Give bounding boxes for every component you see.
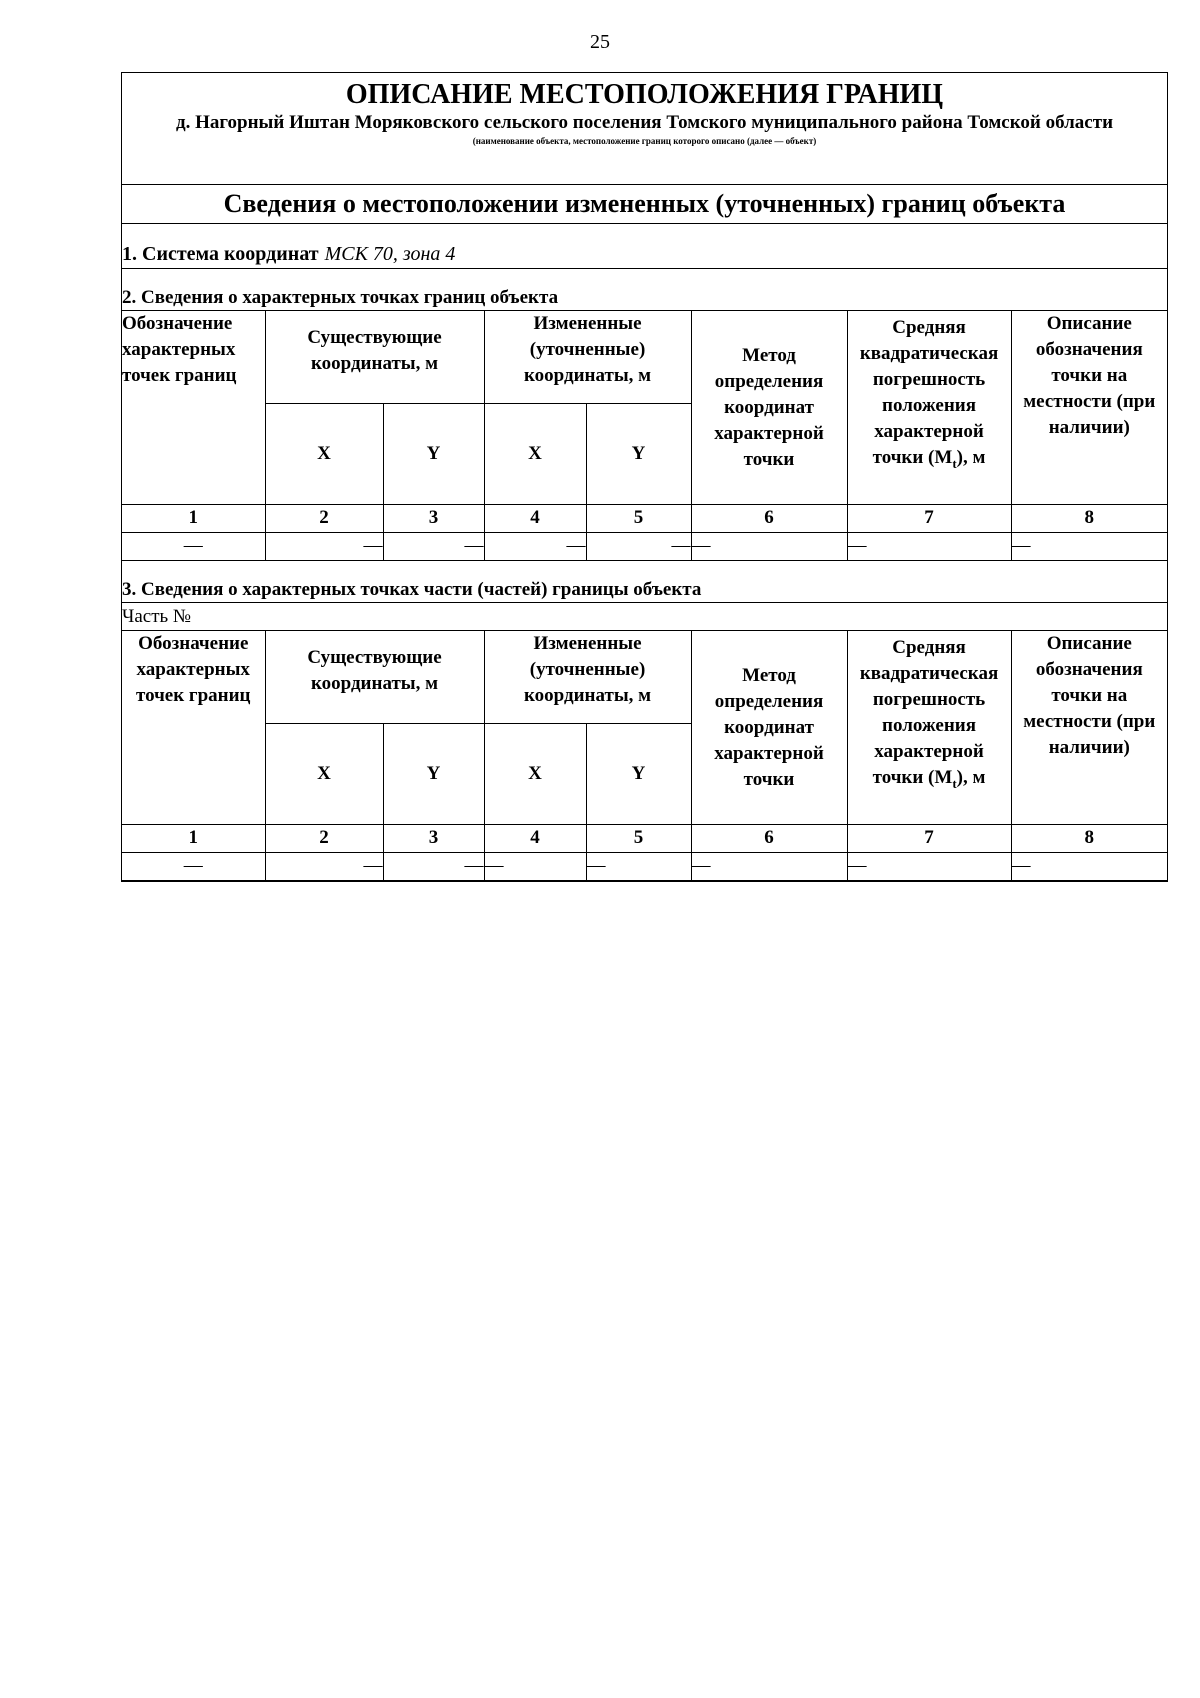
col-number: 6 (691, 505, 847, 533)
col-number: 5 (586, 825, 691, 853)
header-changed-y: Y (586, 724, 691, 825)
document-title: ОПИСАНИЕ МЕСТОПОЛОЖЕНИЯ ГРАНИЦ (345, 79, 944, 110)
page-number: 25 (590, 31, 610, 53)
header-changed-x: X (484, 404, 586, 505)
table-cell: — (265, 853, 383, 881)
section-title: Сведения о местоположении измененных (уточненных) границ объекта (122, 185, 1167, 224)
header-error (847, 311, 1011, 505)
table-cell: — (691, 853, 847, 881)
header-method: Метод определения координат характерной точки (691, 311, 847, 505)
header-description: Описание обозначения точки на местности (при наличии) (1011, 631, 1167, 825)
header-point-designation: Обозначение характерных точек границ (122, 631, 265, 825)
header-description: Описание обозначения точки на местности (при наличии) (1011, 311, 1167, 505)
header-changed-coords: Измененные (уточненные) координаты, м (484, 311, 691, 404)
table-cell: — (122, 853, 265, 881)
table-cell: — (265, 533, 383, 561)
header-error (847, 631, 1011, 825)
header-existing-coords: Существующие координаты, м (265, 631, 484, 724)
part-number-label: Часть № (122, 603, 1167, 631)
header-changed-y: Y (586, 404, 691, 505)
col-number: 5 (586, 505, 691, 533)
table-cell: — (484, 533, 586, 561)
header-existing-y: Y (383, 404, 484, 505)
table-cell: — (383, 853, 484, 881)
header-existing-x: X (265, 404, 383, 505)
coordinate-system-row (122, 224, 1167, 269)
header-existing-y: Y (383, 724, 484, 825)
table-cell: — (484, 853, 586, 881)
header-error-text: Средняя квадратическая погрешность положения характерной точки (M (859, 637, 999, 788)
col-number: 1 (122, 505, 265, 533)
col-number: 8 (1011, 505, 1167, 533)
col-number: 1 (122, 825, 265, 853)
coordinate-system-value: МСК 70, зона 4 (324, 243, 456, 265)
table-row (122, 533, 1167, 561)
header-changed-coords: Измененные (уточненные) координаты, м (484, 631, 691, 724)
table-cell: — (122, 533, 265, 561)
header-error-subscript: t (952, 455, 957, 471)
header-error-subscript: t (952, 775, 957, 791)
table-cell: — (1011, 533, 1167, 561)
header-changed-x: X (484, 724, 586, 825)
table-row (122, 853, 1167, 881)
col-number: 2 (265, 505, 383, 533)
section-2-title: 2. Сведения о характерных точках границ объекта (122, 269, 1167, 311)
header-existing-coords: Существующие координаты, м (265, 311, 484, 404)
col-number: 7 (847, 505, 1011, 533)
table-cell: — (383, 533, 484, 561)
col-number: 7 (847, 825, 1011, 853)
title-block (122, 73, 1167, 185)
col-number: 8 (1011, 825, 1167, 853)
header-error-tail: ), м (956, 767, 986, 788)
col-number: 4 (484, 825, 586, 853)
table-cell: — (847, 533, 1011, 561)
coordinate-system-label: 1. Система координат (122, 243, 319, 265)
object-name: д. Нагорный Иштан Моряковского сельского поселения Томского муниципального района Томской области (175, 112, 1114, 133)
header-point-designation: Обозначение характерных точек границ (122, 311, 265, 505)
col-number: 3 (383, 505, 484, 533)
table-cell: — (1011, 853, 1167, 881)
document-frame (121, 72, 1168, 882)
table-cell: — (586, 853, 691, 881)
header-method: Метод определения координат характерной точки (691, 631, 847, 825)
col-number: 3 (383, 825, 484, 853)
table-cell: — (586, 533, 691, 561)
header-error-tail: ), м (956, 447, 986, 468)
boundary-points-table (122, 311, 1167, 561)
header-existing-x: X (265, 724, 383, 825)
col-number: 2 (265, 825, 383, 853)
col-number: 4 (484, 505, 586, 533)
section-3-title: 3. Сведения о характерных точках части (частей) границы объекта (122, 561, 1167, 603)
table-cell: — (847, 853, 1011, 881)
part-table-wrap (122, 631, 1167, 882)
col-number: 6 (691, 825, 847, 853)
header-error-text: Средняя квадратическая погрешность положения характерной точки (M (859, 317, 999, 468)
part-boundary-points-table (122, 631, 1167, 881)
object-name-note: (наименование объекта, местоположение границ которого описано (далее — объект) (472, 136, 817, 146)
table-cell: — (691, 533, 847, 561)
